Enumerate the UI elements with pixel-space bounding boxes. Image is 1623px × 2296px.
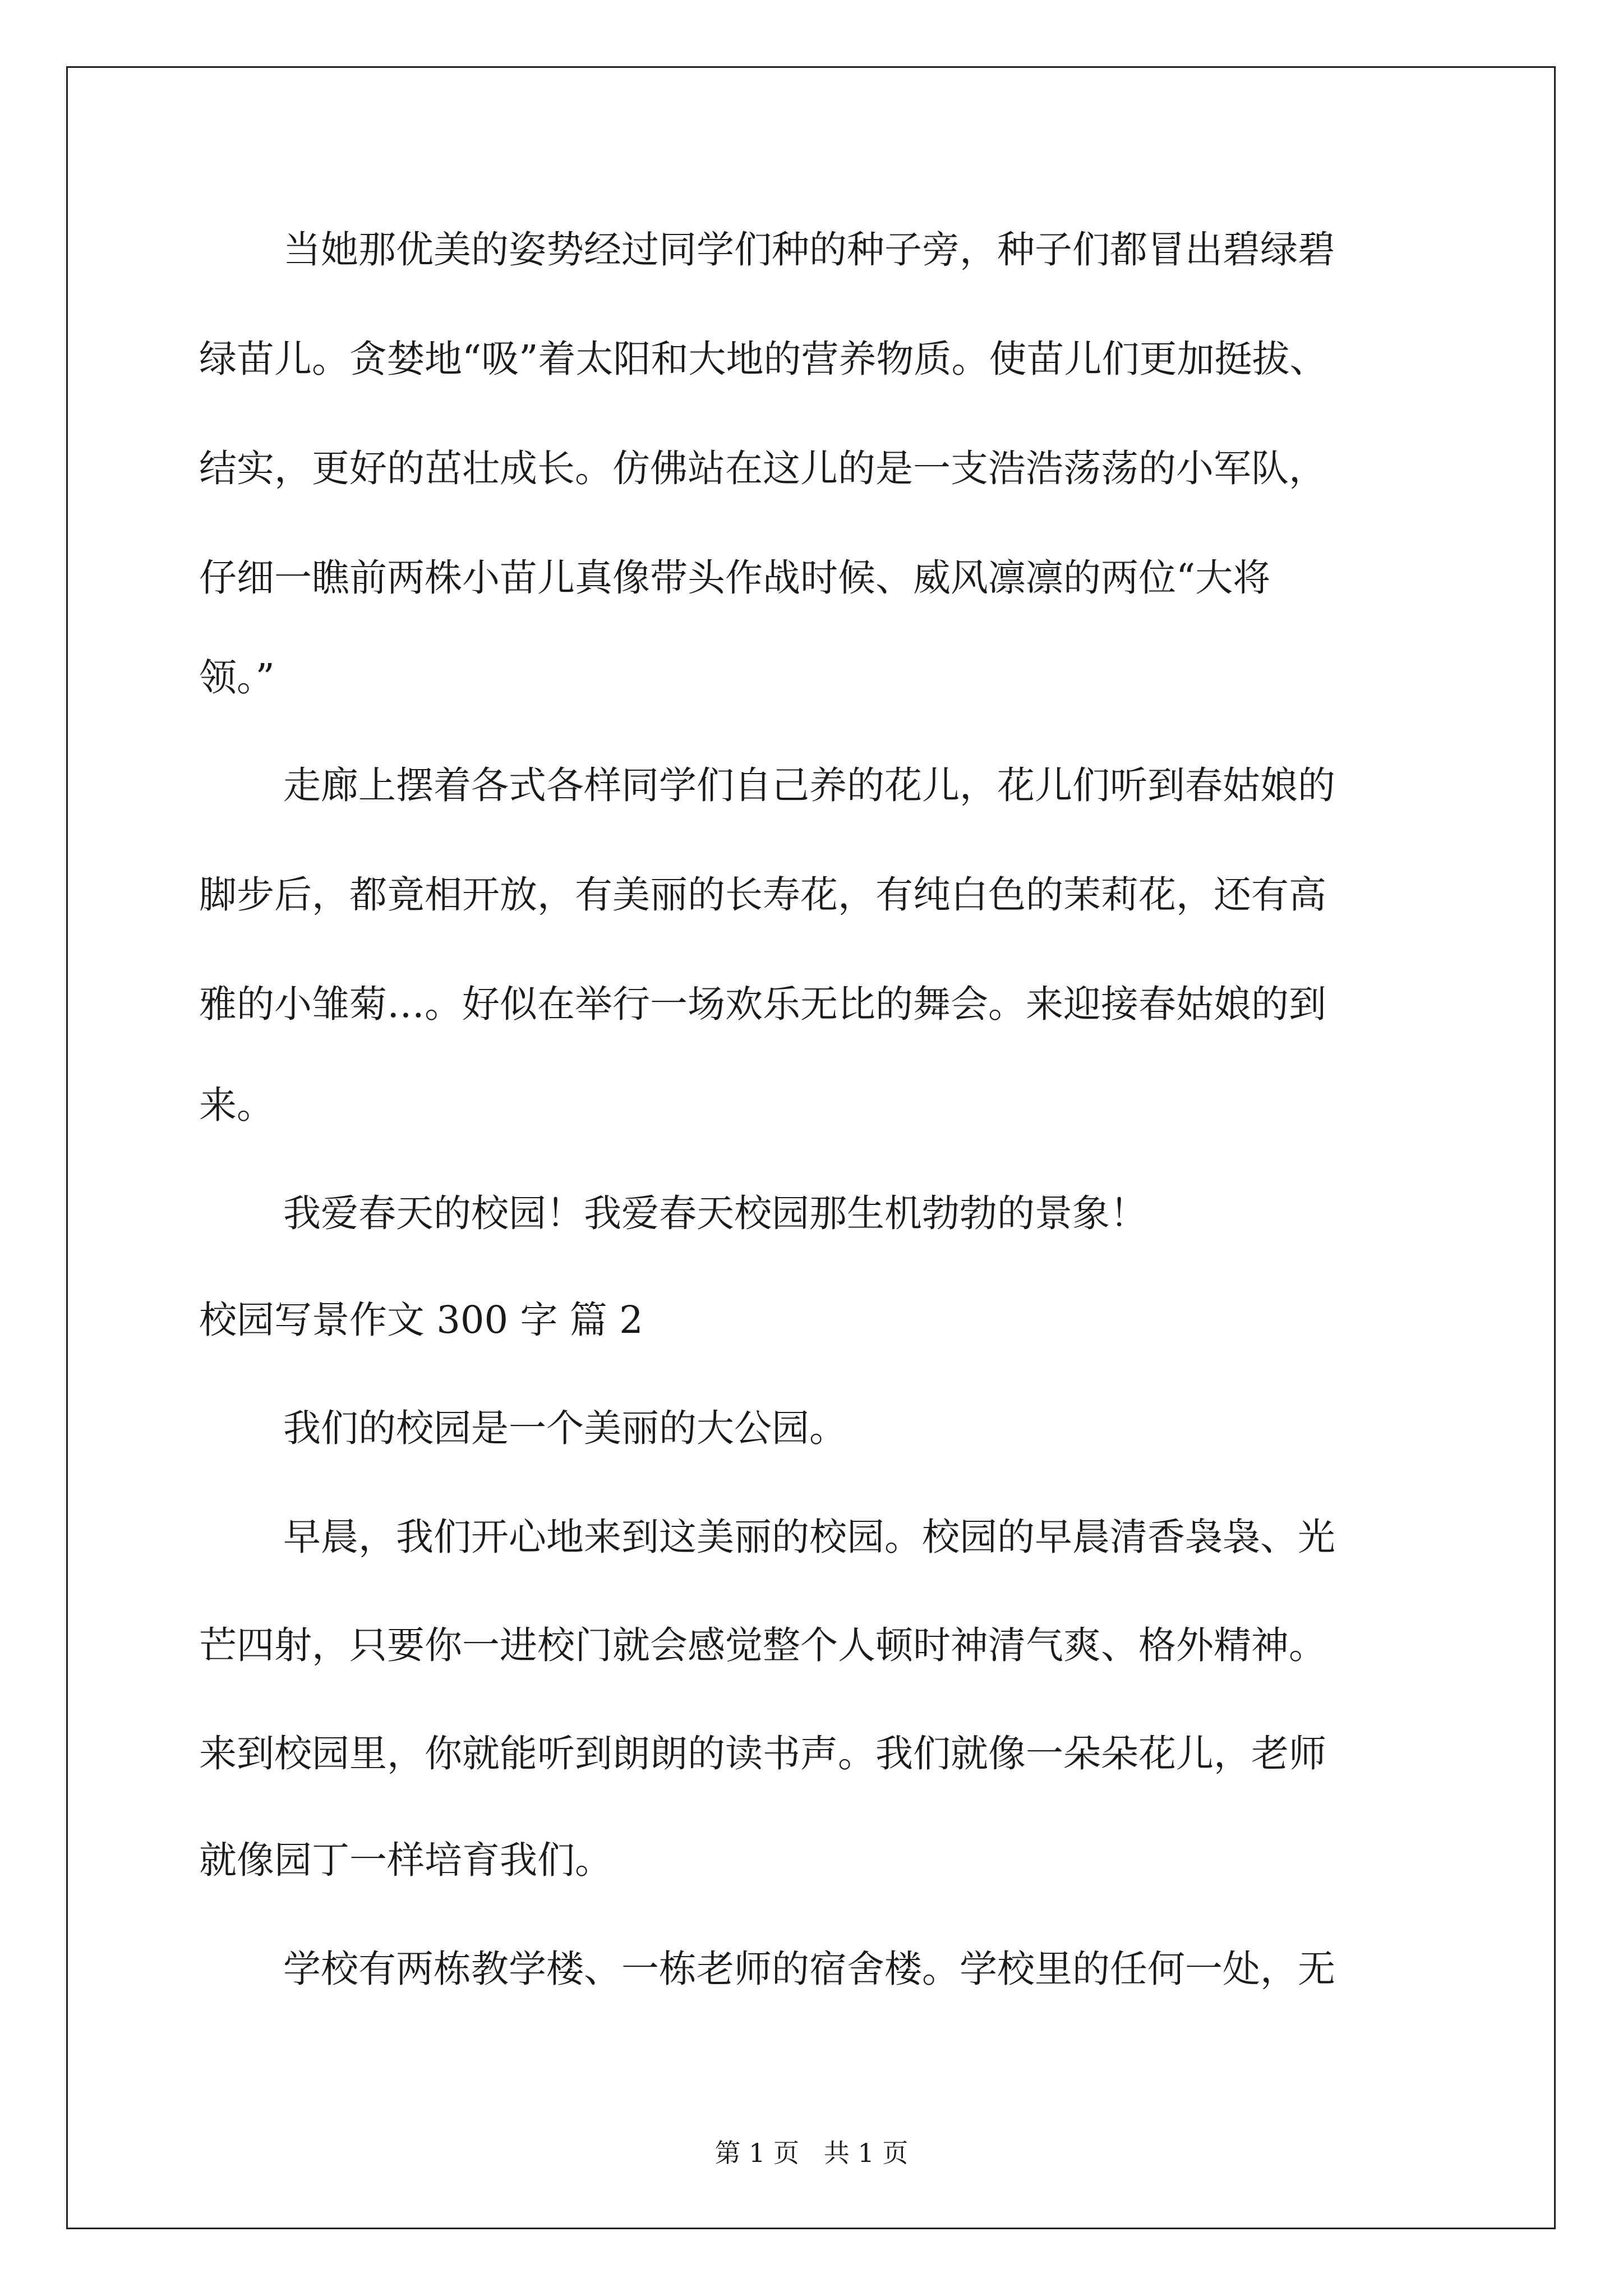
text-line: 就像园丁一样培育我们。: [199, 1838, 612, 1882]
text-line: 学校有两栋教学楼、一栋老师的宿舍楼。学校里的任何一处，无: [283, 1947, 1335, 1991]
page-border: [66, 66, 1556, 2229]
text-line: 我们的校园是一个美丽的大公园。: [283, 1406, 847, 1450]
text-line: 走廊上摆着各式各样同学们自己养的花儿，花儿们听到春姑娘的: [283, 763, 1335, 807]
text-line: 早晨，我们开心地来到这美丽的校园。校园的早晨清香袅袅、光: [283, 1515, 1335, 1559]
text-line: 领。”: [199, 656, 275, 700]
text-line: 来。: [199, 1083, 274, 1127]
text-line: 我爱春天的校园！我爱春天校园那生机勃勃的景象！: [283, 1191, 1147, 1235]
text-line: 绿苗儿。贪婪地“吸”着太阳和大地的营养物质。使苗儿们更加挺拔、: [199, 337, 1327, 381]
text-line: 芒四射，只要你一进校门就会感觉整个人顿时神清气爽、格外精神。: [199, 1623, 1326, 1667]
page-footer: 第 1 页 共 1 页: [714, 2138, 909, 2168]
text-line: 当她那优美的姿势经过同学们种的种子旁，种子们都冒出碧绿碧: [283, 228, 1335, 272]
text-line: 结实，更好的茁壮成长。仿佛站在这儿的是一支浩浩荡荡的小军队，: [199, 447, 1326, 490]
text-line: 仔细一瞧前两株小苗儿真像带头作战时候、威风凛凛的两位“大将: [199, 556, 1271, 600]
text-line: 来到校园里，你就能听到朗朗的读书声。我们就像一朵朵花儿，老师: [199, 1732, 1326, 1775]
section-heading: 校园写景作文 300 字 篇 2: [199, 1298, 643, 1342]
text-line: 脚步后，都竟相开放，有美丽的长寿花，有纯白色的茉莉花，还有高: [199, 873, 1326, 917]
text-line: 雅的小雏菊…。好似在举行一场欢乐无比的舞会。来迎接春姑娘的到: [199, 982, 1326, 1026]
